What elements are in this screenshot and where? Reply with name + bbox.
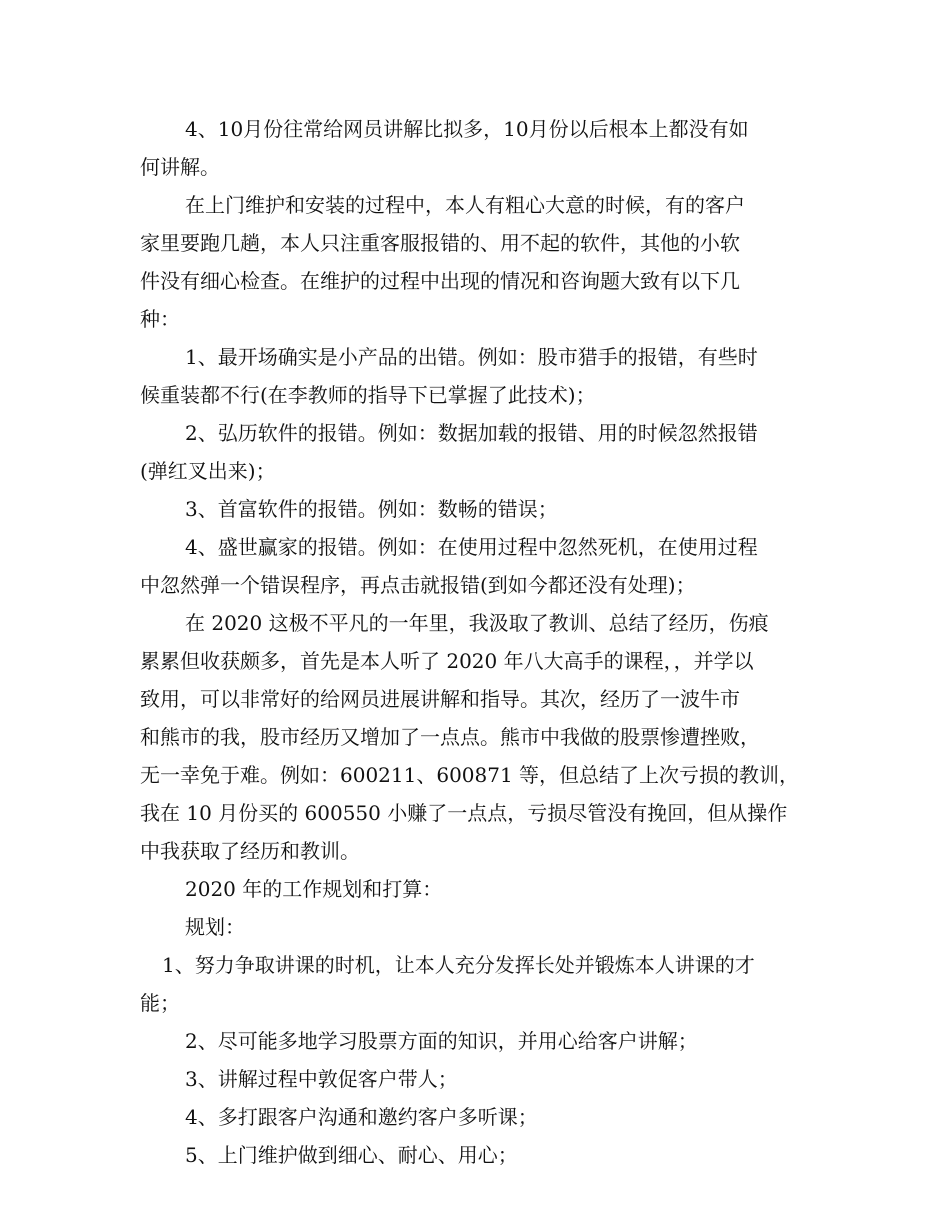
- text-line: 2、尽可能多地学习股票方面的知识，并用心给客户讲解；: [185, 1029, 698, 1053]
- text-line: 在上门维护和安装的过程中，本人有粗心大意的时候，有的客户: [185, 193, 745, 217]
- text-line: 种：: [140, 307, 180, 331]
- text-line: 3、首富软件的报错。例如：数畅的错误；: [185, 497, 558, 521]
- text-line: 件没有细心检查。在维护的过程中出现的情况和咨询题大致有以下几: [140, 269, 740, 293]
- text-line: 家里要跑几趟，本人只注重客服报错的、用不起的软件，其他的小软: [140, 231, 740, 255]
- text-line: 能；: [140, 991, 180, 1015]
- text-line: 候重装都不行(在李教师的指导下已掌握了此技术)；: [140, 383, 596, 407]
- text-line: 3、讲解过程中敦促客户带人；: [185, 1067, 458, 1091]
- text-line: 4、盛世赢家的报错。例如：在使用过程中忽然死机，在使用过程: [185, 535, 758, 559]
- text-line: 我在 10 月份买的 600550 小赚了一点点，亏损尽管没有挽回，但从操作: [140, 801, 788, 825]
- text-line: 4、10月份往常给网员讲解比拟多，10月份以后根本上都没有如: [185, 117, 749, 141]
- text-line: 何讲解。: [140, 155, 220, 179]
- text-line: 1、努力争取讲课的时机，让本人充分发挥长处并锻炼本人讲课的才: [162, 953, 755, 977]
- text-line: 1、最开场确实是小产品的出错。例如：股市猎手的报错，有些时: [185, 345, 758, 369]
- text-line: 4、多打跟客户沟通和邀约客户多听课；: [185, 1105, 538, 1129]
- text-line: 致用，可以非常好的给网员进展讲解和指导。其次，经历了一波牛市: [140, 687, 740, 711]
- text-line: 规划：: [185, 915, 245, 939]
- text-line: 累累但收获颇多，首先是本人听了 2020 年八大高手的课程，，并学以: [140, 649, 754, 673]
- text-line: 无一幸免于难。例如：600211、600871 等，但总结了上次亏损的教训，: [140, 763, 800, 787]
- text-line: 5、上门维护做到细心、耐心、用心；: [185, 1143, 518, 1167]
- text-line: 中忽然弹一个错误程序，再点击就报错(到如今都还没有处理)；: [140, 573, 696, 597]
- text-line: 中我获取了经历和教训。: [140, 839, 360, 863]
- text-line: 2020 年的工作规划和打算：: [185, 877, 443, 901]
- text-line: 和熊市的我，股市经历又增加了一点点。熊市中我做的股票惨遭挫败，: [140, 725, 760, 749]
- text-line: 2、弘历软件的报错。例如：数据加载的报错、用的时候忽然报错: [185, 421, 758, 445]
- text-line: (弹红叉出来)；: [140, 459, 276, 483]
- text-line: 在 2020 这极不平凡的一年里，我汲取了教训、总结了经历，伤痕: [185, 611, 769, 635]
